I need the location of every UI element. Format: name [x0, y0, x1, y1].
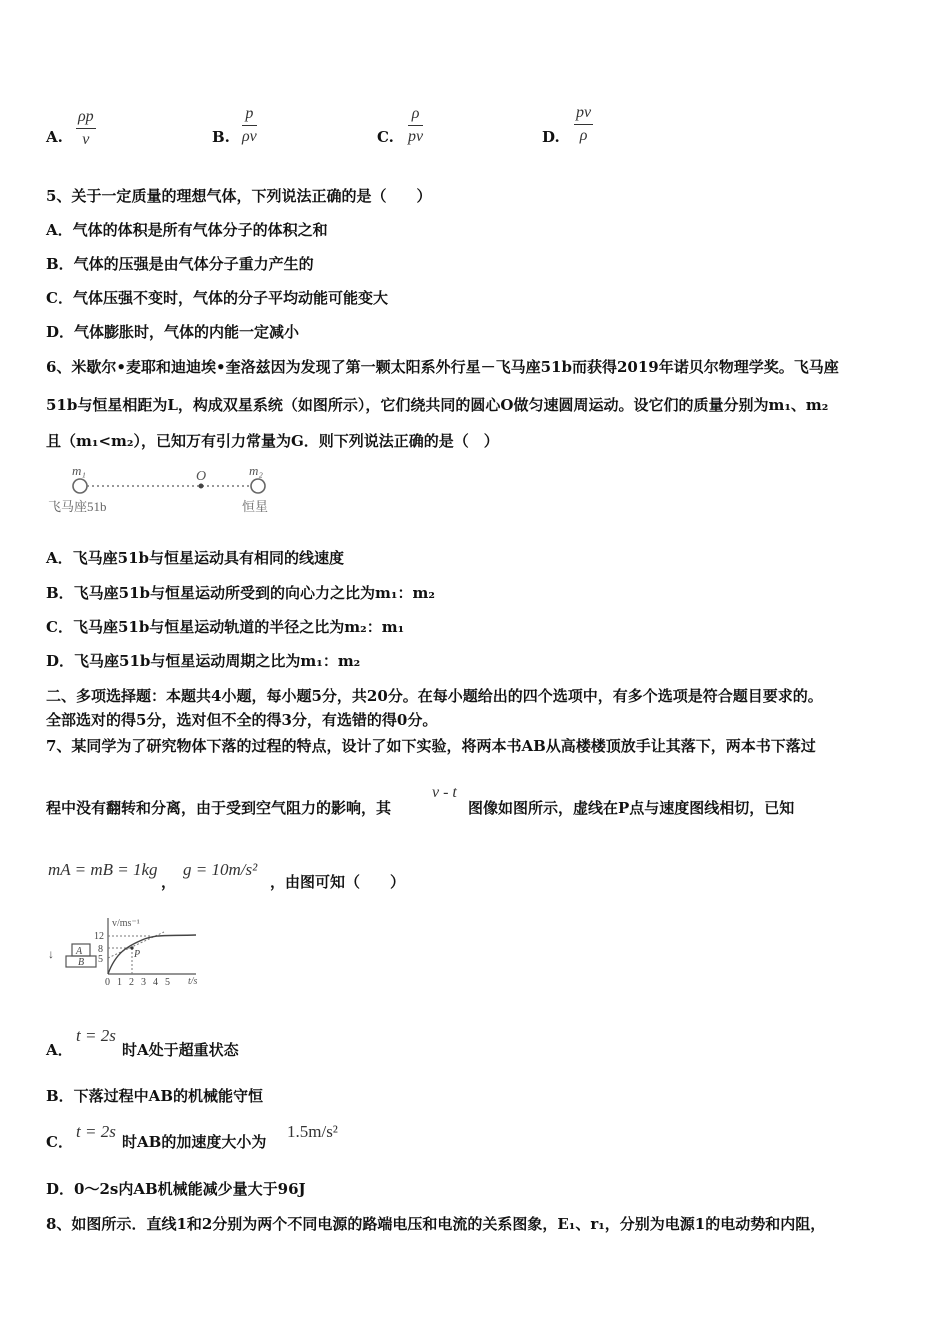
q4-option-d-numerator: pv: [574, 104, 593, 125]
q6-option-c: C．飞马座51b与恒星运动轨道的半径之比为m₂：m₁: [46, 618, 405, 636]
q6-stem-line-2: 51b与恒星相距为L，构成双星系统（如图所示），它们绕共同的圆心O做匀速圆周运动。设它们的质量分别为m₁、m₂: [46, 396, 829, 414]
q7-option-d: D．0～2s内AB机械能减少量大于96J: [46, 1180, 306, 1198]
y-tick-12: 12: [94, 931, 104, 942]
q4-option-a-denominator: v: [82, 131, 90, 148]
x-tick-2: 2: [129, 977, 134, 988]
q7-option-c-text: 时AB的加速度大小为: [122, 1133, 267, 1151]
q4-option-b-fraction: [242, 105, 257, 146]
section-2-line-2: 全部选对的得5分，选对但不全的得3分，有选错的得0分。: [46, 711, 438, 729]
y-tick-8: 8: [98, 944, 103, 955]
q7-option-b: B．下落过程中AB的机械能守恒: [46, 1087, 263, 1105]
q4-option-c-denominator: pv: [408, 128, 424, 145]
q7-stem-line-1: 7、某同学为了研究物体下落的过程的特点，设计了如下实验，将两本书AB从高楼楼顶放手让其落下，两本书下落过: [46, 737, 816, 755]
q7-stem-line-2a: 程中没有翻转和分离，由于受到空气阻力的影响，其: [46, 799, 392, 817]
q7-stem-line-3-tail: ，由图可知（ ）: [270, 873, 406, 891]
q4-option-a-numerator: ρp: [76, 108, 96, 129]
q5-option-b: B．气体的压强是由气体分子重力产生的: [46, 255, 314, 273]
q4-option-d-denominator: ρ: [579, 127, 588, 144]
q6-option-b: B．飞马座51b与恒星运动所受到的向心力之比为m₁：m₂: [46, 584, 435, 602]
q6-option-a: A．飞马座51b与恒星运动具有相同的线速度: [46, 549, 345, 567]
star-name: 恒星: [242, 499, 269, 514]
velocity-curve: [108, 935, 196, 974]
m2-label: m₂: [249, 463, 263, 478]
q5-option-d: D．气体膨胀时，气体的内能一定减小: [46, 323, 300, 341]
svg-text:↓: ↓: [48, 947, 54, 961]
q7-option-c-value: 1.5m/s²: [287, 1122, 338, 1141]
x-tick-4: 4: [153, 977, 158, 988]
q6-option-d: D．飞马座51b与恒星运动周期之比为m₁：m₂: [46, 652, 361, 670]
q4-option-c-numerator: ρ: [408, 105, 423, 126]
q4-option-b-numerator: p: [242, 105, 257, 126]
q4-option-a-fraction: [76, 108, 96, 149]
center-o-label: O: [196, 469, 207, 484]
x-axis-label: t/s: [188, 976, 198, 987]
q5-stem: 5、关于一定质量的理想气体，下列说法正确的是（ ）: [46, 187, 432, 205]
q5-option-c: C．气体压强不变时，气体的分子平均动能可能变大: [46, 289, 388, 307]
y-axis-label: v/ms⁻¹: [112, 918, 140, 929]
q7-option-a-math: t = 2s: [76, 1026, 116, 1045]
y-tick-5: 5: [98, 954, 103, 965]
book-b-label: B: [78, 957, 85, 968]
book-a-label: A: [76, 946, 83, 957]
q7-mass-expression: mA = mB = 1kg: [48, 860, 158, 879]
q7-option-a-text: 时A处于超重状态: [122, 1041, 239, 1059]
x-tick-1: 1: [117, 977, 122, 988]
q4-option-d-label: D.: [542, 128, 560, 146]
q7-option-a-label: A．: [46, 1041, 73, 1059]
star-circle: [251, 479, 265, 493]
q7-g-expression: g = 10m/s²: [183, 860, 258, 879]
q6-stem-line-1: 6、米歇尔•麦耶和迪迪埃•奎洛兹因为发现了第一颗太阳系外行星－飞马座51b而获得2019年诺贝尔物理学奖。飞马座: [46, 358, 839, 376]
q7-option-c-label: C．: [46, 1133, 73, 1151]
x-tick-3: 3: [141, 977, 146, 988]
section-2-line-1: 二、多项选择题：本题共4小题，每小题5分，共20分。在每小题给出的四个选项中，有多个选项是符合题目要求的。: [46, 687, 823, 705]
q4-option-c-fraction: [408, 105, 423, 146]
planet-name: 飞马座51b: [48, 499, 107, 514]
q7-vt-expression: v - t: [432, 784, 457, 801]
q5-option-a: A．气体的体积是所有气体分子的体积之和: [46, 221, 328, 239]
q4-option-d-fraction: [574, 104, 593, 145]
center-point: [199, 484, 204, 489]
q7-option-c-math: t = 2s: [76, 1122, 116, 1141]
planet-circle: [73, 479, 87, 493]
q6-stem-line-3: 且（m₁<m₂），已知万有引力常量为G．则下列说法正确的是（ ）: [46, 432, 499, 450]
q4-option-c-label: C.: [377, 128, 394, 146]
x-tick-5: 5: [165, 977, 170, 988]
q4-option-a-label: A.: [46, 128, 63, 146]
q8-stem-line-1: 8、如图所示．直线1和2分别为两个不同电源的路端电压和电流的关系图象，E₁、r₁，分别为电源1的电动势和内阻，: [46, 1215, 826, 1233]
q7-stem-line-2b: 图像如图所示，虚线在P点与速度图线相切，已知: [468, 799, 795, 817]
m1-label: m₁: [72, 463, 86, 478]
binary-star-figure: [46, 462, 286, 518]
q7-vt-graph: [46, 912, 214, 992]
x-tick-0: 0: [105, 977, 110, 988]
point-p-label: P: [134, 949, 141, 960]
q4-option-b-label: B.: [212, 128, 230, 146]
q4-option-b-denominator: ρv: [242, 128, 257, 145]
